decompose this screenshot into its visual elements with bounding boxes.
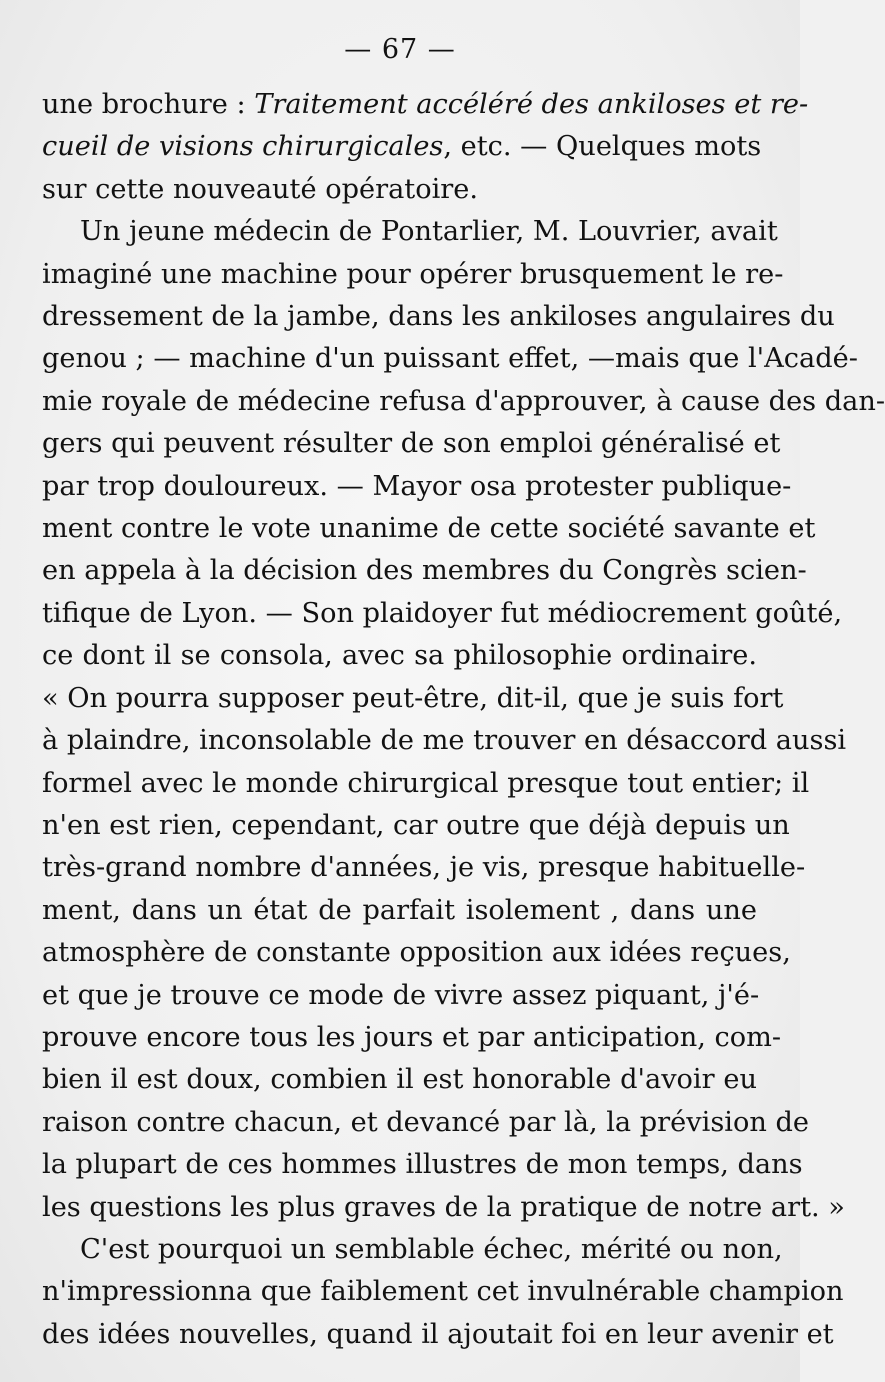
- text-segment: formel avec le monde chirurgical presque tout entier; il: [42, 767, 810, 799]
- text-line: [42, 847, 806, 889]
- text-line: [42, 381, 885, 423]
- text-segment: n'en est rien, cependant, car outre que déjà depuis un: [42, 809, 790, 841]
- text-line: [42, 763, 810, 805]
- text-line: [42, 211, 778, 253]
- text-segment: ment contre le vote unanime de cette société savante et: [42, 513, 816, 545]
- text-segment: , etc. — Quelques mots: [443, 131, 762, 163]
- text-line: [42, 805, 790, 847]
- text-segment: imaginé une machine pour opérer brusquement le re-: [42, 258, 784, 290]
- text-segment: bien il est doux, combien il est honorable d'avoir eu: [42, 1064, 757, 1096]
- text-line: [42, 975, 760, 1017]
- text-segment: la plupart de ces hommes illustres de mon temps, dans: [42, 1149, 803, 1181]
- text-segment: en appela à la décision des membres du Congrès scien-: [42, 555, 807, 587]
- text-segment: mie royale de médecine refusa d'approuver, à cause des dan-: [42, 385, 885, 417]
- text-segment: ment, dans un état de parfait isolement , dans une: [42, 894, 757, 926]
- text-line: [42, 550, 807, 592]
- text-line: [42, 932, 791, 974]
- text-segment: « On pourra supposer peut-être, dit-il, que je suis fort: [42, 682, 784, 714]
- text-segment: dressement de la jambe, dans les ankiloses angulaires du: [42, 301, 835, 333]
- text-line: [42, 1102, 809, 1144]
- text-segment: et que je trouve ce mode de vivre assez piquant, j'é-: [42, 979, 760, 1011]
- text-line: [42, 1229, 783, 1271]
- body-text: [42, 84, 885, 1356]
- text-segment: à plaindre, inconsolable de me trouver en désaccord aussi: [42, 725, 847, 757]
- text-line: [42, 1144, 803, 1186]
- text-line: [42, 1271, 844, 1313]
- text-line: [42, 1059, 757, 1101]
- text-segment: sur cette nouveauté opératoire.: [42, 173, 478, 205]
- text-line: [42, 890, 757, 932]
- text-segment: cueil de visions chirurgicales: [42, 131, 444, 163]
- text-segment: par trop douloureux. — Mayor osa protester publique-: [42, 470, 792, 502]
- text-line: [42, 1017, 782, 1059]
- text-line: [42, 169, 757, 211]
- text-line: [42, 593, 843, 635]
- text-segment: n'impressionna que faiblement cet invulnérable champion: [42, 1276, 844, 1308]
- text-segment: Traitement accéléré des ankiloses et re-: [254, 89, 809, 120]
- text-line: [42, 720, 847, 762]
- text-segment: prouve encore tous les jours et par anticipation, com-: [42, 1021, 782, 1053]
- text-line: [42, 1314, 834, 1356]
- text-line: [42, 466, 792, 508]
- text-segment: C'est pourquoi un semblable échec, mérité ou non,: [80, 1233, 783, 1265]
- text-segment: Un jeune médecin de Pontarlier, M. Louvrier, avait: [80, 216, 778, 248]
- text-segment: ce dont il se consola, avec sa philosophie ordinaire.: [42, 640, 757, 672]
- text-segment: les questions les plus graves de la pratique de notre art. »: [42, 1191, 845, 1223]
- text-line: [42, 84, 809, 126]
- page-number: — 67 —: [344, 34, 456, 65]
- text-line: [42, 296, 835, 338]
- text-line: [42, 508, 816, 550]
- text-segment: raison contre chacun, et devancé par là, la prévision de: [42, 1106, 809, 1138]
- text-line: [42, 1187, 845, 1229]
- text-segment: des idées nouvelles, quand il ajoutait foi en leur avenir et: [42, 1318, 834, 1350]
- text-segment: tifique de Lyon. — Son plaidoyer fut médiocrement goûté,: [42, 597, 843, 629]
- text-line: [42, 635, 757, 677]
- text-line: [42, 423, 781, 465]
- text-segment: genou ; — machine d'un puissant effet, —mais que l'Acadé-: [42, 343, 858, 375]
- text-segment: une brochure :: [42, 89, 255, 120]
- text-line: [42, 338, 858, 380]
- text-line: [42, 678, 784, 720]
- text-line: [42, 254, 784, 296]
- text-segment: atmosphère de constante opposition aux idées reçues,: [42, 937, 791, 969]
- text-segment: gers qui peuvent résulter de son emploi généralisé et: [42, 428, 781, 460]
- text-line: [42, 126, 762, 168]
- text-segment: très-grand nombre d'années, je vis, presque habituelle-: [42, 852, 806, 884]
